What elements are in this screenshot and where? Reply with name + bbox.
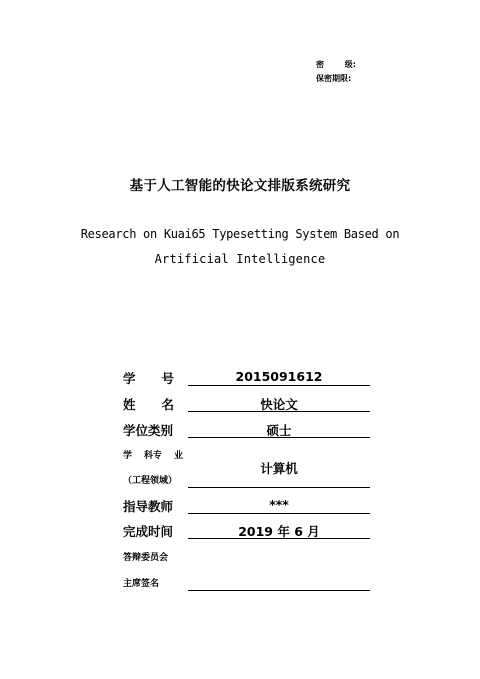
- name-value: 快论文: [260, 397, 298, 412]
- committee-label-line2: 主席签名: [123, 579, 160, 589]
- major-label-line2: （工程领域）: [123, 476, 178, 486]
- thesis-title-chinese: 基于人工智能的快论文排版系统研究: [129, 178, 351, 194]
- thesis-title-english-line2: Artificial Intelligence: [154, 252, 326, 266]
- degree-underline: [188, 437, 370, 438]
- major-label: 学 科专 业: [123, 451, 183, 461]
- completion-date-underline: [188, 538, 370, 539]
- major-underline: [188, 487, 370, 488]
- student-id-label: 学 号: [123, 371, 174, 386]
- name-underline: [188, 411, 370, 412]
- thesis-title-english-line1: Research on Kuai65 Typesetting System Based on: [80, 227, 400, 241]
- degree-value: 硕士: [266, 423, 292, 438]
- secret-period-label: 保密期限:: [316, 74, 352, 83]
- name-label: 姓 名: [123, 397, 174, 412]
- advisor-value: ***: [269, 497, 289, 512]
- degree-label: 学位类别: [123, 423, 174, 438]
- student-id-value: 2015091612: [235, 369, 323, 384]
- completion-date-value: 2019 年 6 月: [238, 524, 320, 539]
- completion-date-label: 完成时间: [123, 524, 174, 539]
- committee-signature-underline: [188, 590, 370, 591]
- committee-label-line1: 答辩委员会: [123, 553, 169, 563]
- major-value: 计算机: [260, 461, 298, 476]
- secret-level-label: 密 级:: [316, 60, 356, 69]
- advisor-underline: [188, 513, 370, 514]
- advisor-label: 指导教师: [123, 499, 174, 514]
- student-id-underline: [188, 385, 370, 386]
